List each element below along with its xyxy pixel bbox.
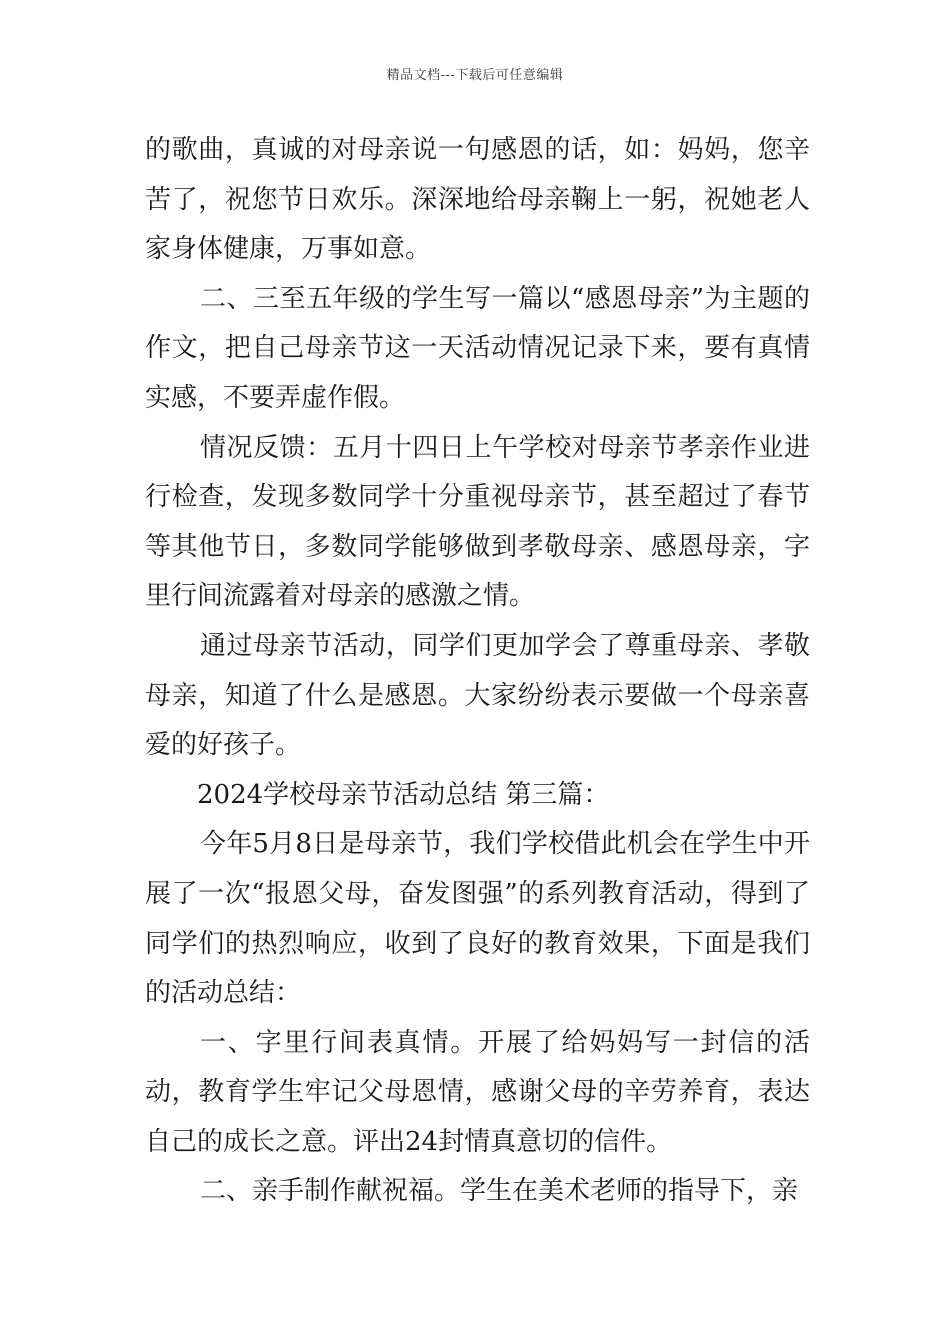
paragraph-2: 二、三至五年级的学生写一篇以“感恩母亲”为主题的作文，把自己母亲节这一天活动情况记录下来，要有真情实感，不要弄虚作假。 [145,283,810,413]
paragraph-7: 二、亲手制作献祝福。学生在美术老师的指导下，亲 [200,1176,799,1207]
paragraph-4: 通过母亲节活动，同学们更加学会了尊重母亲、孝敬母亲，知道了什么是感恩。大家纷纷表示要做一个母亲喜爱的好孩子。 [145,630,810,761]
paragraph-6: 一、字里行间表真情。开展了给妈妈写一封信的活动，教育学生牢记父母恩情，感谢父母的辛劳养育，表达自己的成长之意。评出24封情真意切的信件。 [145,1027,810,1157]
document-body [145,126,810,1217]
paragraph-5: 今年5月8日是母亲节，我们学校借此机会在学生中开展了一次“报恩父母，奋发图强”的系列教育活动，得到了同学们的热烈响应，收到了良好的教育效果，下面是我们的活动总结： [145,829,810,1009]
paragraph-3: 情况反馈：五月十四日上午学校对母亲节孝亲作业进行检查，发现多数同学十分重视母亲节，甚至超过了春节等其他节日，多数同学能够做到孝敬母亲、感恩母亲，字里行间流露着对母亲的感激之情。 [145,432,810,612]
paragraph-1: 的歌曲，真诚的对母亲说一句感恩的话，如：妈妈，您辛苦了，祝您节日欢乐。深深地给母亲鞠上一躬，祝她老人家身体健康，万事如意。 [145,135,810,265]
page-header: 精品文档---下载后可任意编辑 [386,68,564,83]
section-heading: 2024学校母亲节活动总结 第三篇： [197,779,610,810]
